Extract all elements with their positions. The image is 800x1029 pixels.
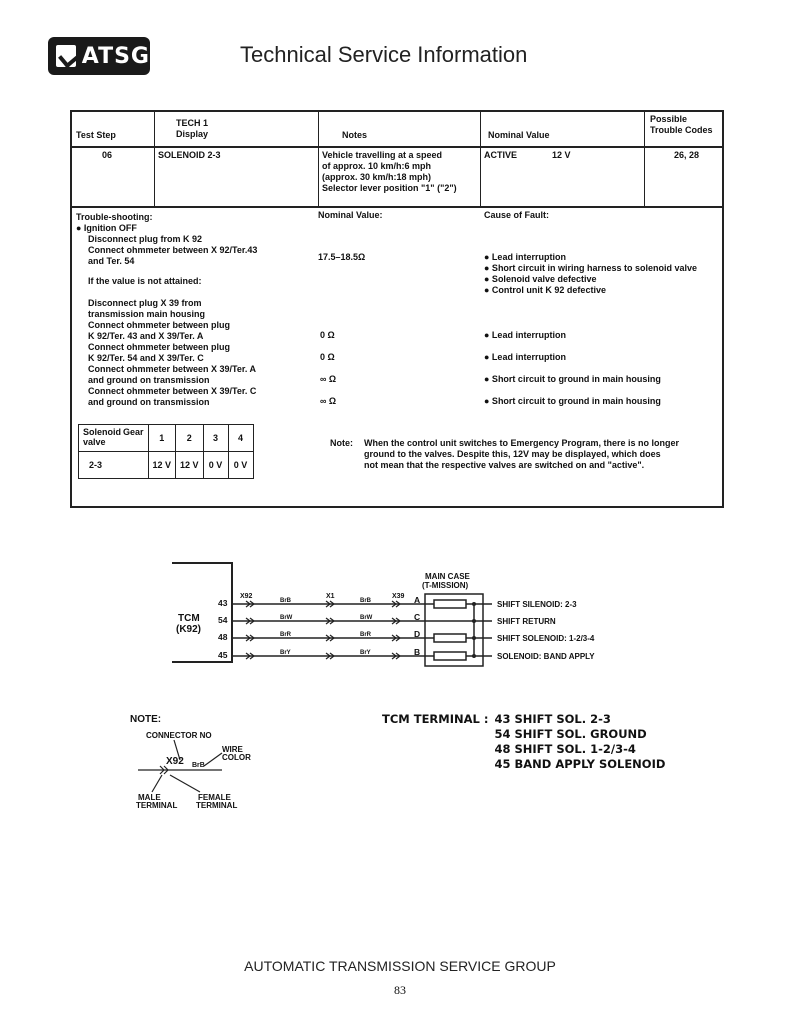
- check-value: ∞ Ω: [320, 374, 337, 384]
- step-line: Connect ohmmeter between plug: [88, 320, 231, 330]
- gear-value: 12 V: [176, 452, 204, 479]
- step-line: Connect ohmmeter between X 39/Ter. C: [88, 386, 257, 396]
- legend-wire: WIRE: [222, 745, 243, 754]
- step-line: and ground on transmission: [88, 397, 210, 407]
- note-line: ground to the valves. Despite this, 12V may be displayed, which does: [364, 449, 661, 459]
- connector-x1: X1: [326, 593, 335, 600]
- legend-note: NOTE:: [130, 714, 162, 725]
- legend-connector-no: CONNECTOR NO: [146, 731, 212, 740]
- connector-x39: X39: [392, 593, 405, 600]
- check-value: 0 Ω: [320, 352, 335, 362]
- legend-brb: BrB: [192, 762, 205, 769]
- pin-d: D: [414, 629, 421, 639]
- troubleshooting-title: Trouble-shooting:: [76, 212, 153, 222]
- gear-4: 4: [228, 425, 253, 452]
- terminal-48: 48: [218, 632, 228, 642]
- tcm-terminal-line: 48 SHIFT SOL. 1-2/3-4: [494, 742, 636, 756]
- value-1: 17.5–18.5Ω: [318, 252, 366, 262]
- nominal-title: Nominal Value:: [318, 210, 383, 220]
- page-title: Technical Service Information: [240, 42, 528, 67]
- wire-color: BrR: [280, 632, 292, 638]
- page-number: 83: [394, 983, 406, 997]
- step-line: K 92/Ter. 54 and X 39/Ter. C: [88, 353, 204, 363]
- legend-x92: X92: [166, 756, 184, 767]
- ts-line: Connect ohmmeter between X 92/Ter.43: [88, 245, 258, 255]
- row-codes: 26, 28: [674, 150, 700, 160]
- cause-line: ● Short circuit in wiring harness to solenoid valve: [484, 263, 697, 273]
- col-notes: Notes: [342, 130, 368, 140]
- terminal-45: 45: [218, 650, 228, 660]
- cause-line: ● Control unit K 92 defective: [484, 285, 606, 295]
- step-line: Connect ohmmeter between plug: [88, 342, 231, 352]
- legend-male: MALE: [138, 793, 161, 802]
- gear-value: 12 V: [148, 452, 176, 479]
- wire-color: BrW: [280, 615, 293, 621]
- valve-name: 2-3: [79, 452, 149, 479]
- legend-female: FEMALE: [198, 793, 231, 802]
- check-cause: ● Short circuit to ground in main housing: [484, 374, 661, 384]
- ts-line: ● Ignition OFF: [76, 223, 137, 233]
- gear-value: 0 V: [228, 452, 253, 479]
- cause-line: ● Solenoid valve defective: [484, 274, 597, 284]
- legend-color: COLOR: [222, 753, 251, 762]
- solenoid-label: SHIFT SOLENOID: 1-2/3-4: [497, 634, 595, 643]
- legend-female-terminal: TERMINAL: [196, 801, 238, 810]
- footer-text: AUTOMATIC TRANSMISSION SERVICE GROUP: [244, 958, 556, 974]
- note-line: When the control unit switches to Emergency Program, there is no longer: [364, 438, 680, 448]
- wire-color: BrY: [280, 650, 291, 656]
- col-display: Display: [176, 129, 209, 139]
- row-notes-4: Selector lever position "1" ("2"): [322, 183, 457, 193]
- gear-2: 2: [176, 425, 204, 452]
- solenoid-label: SHIFT SILENOID: 2-3: [497, 600, 577, 609]
- ts-line: Disconnect plug from K 92: [88, 234, 203, 244]
- connector-x92: X92: [240, 593, 253, 600]
- col-nominal-value: Nominal Value: [488, 130, 550, 140]
- pin-a: A: [414, 595, 421, 605]
- col-trouble-codes: Trouble Codes: [650, 125, 713, 135]
- wire-color: BrR: [360, 632, 372, 638]
- solenoid-valve-label: Solenoid valve: [83, 427, 121, 447]
- tcm-terminal-label: TCM TERMINAL :: [382, 712, 489, 726]
- step-line: Connect ohmmeter between X 39/Ter. A: [88, 364, 257, 374]
- check-cause: ● Lead interruption: [484, 330, 566, 340]
- legend-male-terminal: TERMINAL: [136, 801, 178, 810]
- step-line: and ground on transmission: [88, 375, 210, 385]
- gear-value: 0 V: [203, 452, 228, 479]
- ts-line: and Ter. 54: [88, 256, 135, 266]
- tcm-terminal-line: 43 SHIFT SOL. 2-3: [494, 712, 611, 726]
- row-display: SOLENOID 2-3: [158, 150, 221, 160]
- pin-c: C: [414, 612, 421, 622]
- note-label: Note:: [330, 438, 353, 448]
- not-attained: If the value is not attained:: [88, 276, 202, 286]
- tcm-terminal-list: [382, 712, 665, 772]
- row-step: 06: [102, 150, 113, 160]
- main-case-sub: (T-MISSION): [422, 581, 469, 590]
- gear-1: 1: [148, 425, 176, 452]
- pin-b: B: [414, 647, 421, 657]
- row-voltage: 12 V: [552, 150, 571, 160]
- row-notes-3: (approx. 30 km/h:18 mph): [322, 172, 432, 182]
- col-possible: Possible: [650, 114, 688, 124]
- check-value: 0 Ω: [320, 330, 335, 340]
- wire-color: BrY: [360, 650, 371, 656]
- row-nominal: ACTIVE: [484, 150, 518, 160]
- col-tech1: TECH 1: [176, 118, 209, 128]
- step-line: K 92/Ter. 43 and X 39/Ter. A: [88, 331, 204, 341]
- check-value: ∞ Ω: [320, 396, 337, 406]
- logo-text: ATSG: [81, 43, 150, 69]
- wire-color: BrB: [360, 598, 372, 604]
- cause-line: ● Lead interruption: [484, 252, 566, 262]
- wire-color: BrB: [280, 598, 292, 604]
- gear-3: 3: [203, 425, 228, 452]
- solenoid-label: SHIFT RETURN: [497, 617, 556, 626]
- row-notes-1: Vehicle travelling at a speed: [322, 150, 443, 160]
- terminal-54: 54: [218, 615, 228, 625]
- col-test-step: Test Step: [76, 130, 116, 140]
- terminal-43: 43: [218, 598, 228, 608]
- tcm-id: (K92): [176, 624, 202, 635]
- check-cause: ● Short circuit to ground in main housing: [484, 396, 661, 406]
- wire-color: BrW: [360, 615, 373, 621]
- solenoid-label: SOLENOID: BAND APPLY: [497, 652, 595, 661]
- cause-title: Cause of Fault:: [484, 210, 550, 220]
- note-line: not mean that the respective valves are switched on and "active".: [364, 460, 645, 470]
- main-case-label: MAIN CASE: [425, 572, 470, 581]
- step-line: transmission main housing: [88, 309, 206, 319]
- gear-label: Gear: [123, 427, 144, 437]
- row-notes-2: of approx. 10 km/h:6 mph: [322, 161, 432, 171]
- tcm-terminal-line: 54 SHIFT SOL. GROUND: [494, 727, 647, 741]
- check-cause: ● Lead interruption: [484, 352, 566, 362]
- tcm-terminal-line: 45 BAND APPLY SOLENOID: [494, 757, 666, 771]
- step-line: Disconnect plug X 39 from: [88, 298, 202, 308]
- tcm-label: TCM: [178, 613, 200, 624]
